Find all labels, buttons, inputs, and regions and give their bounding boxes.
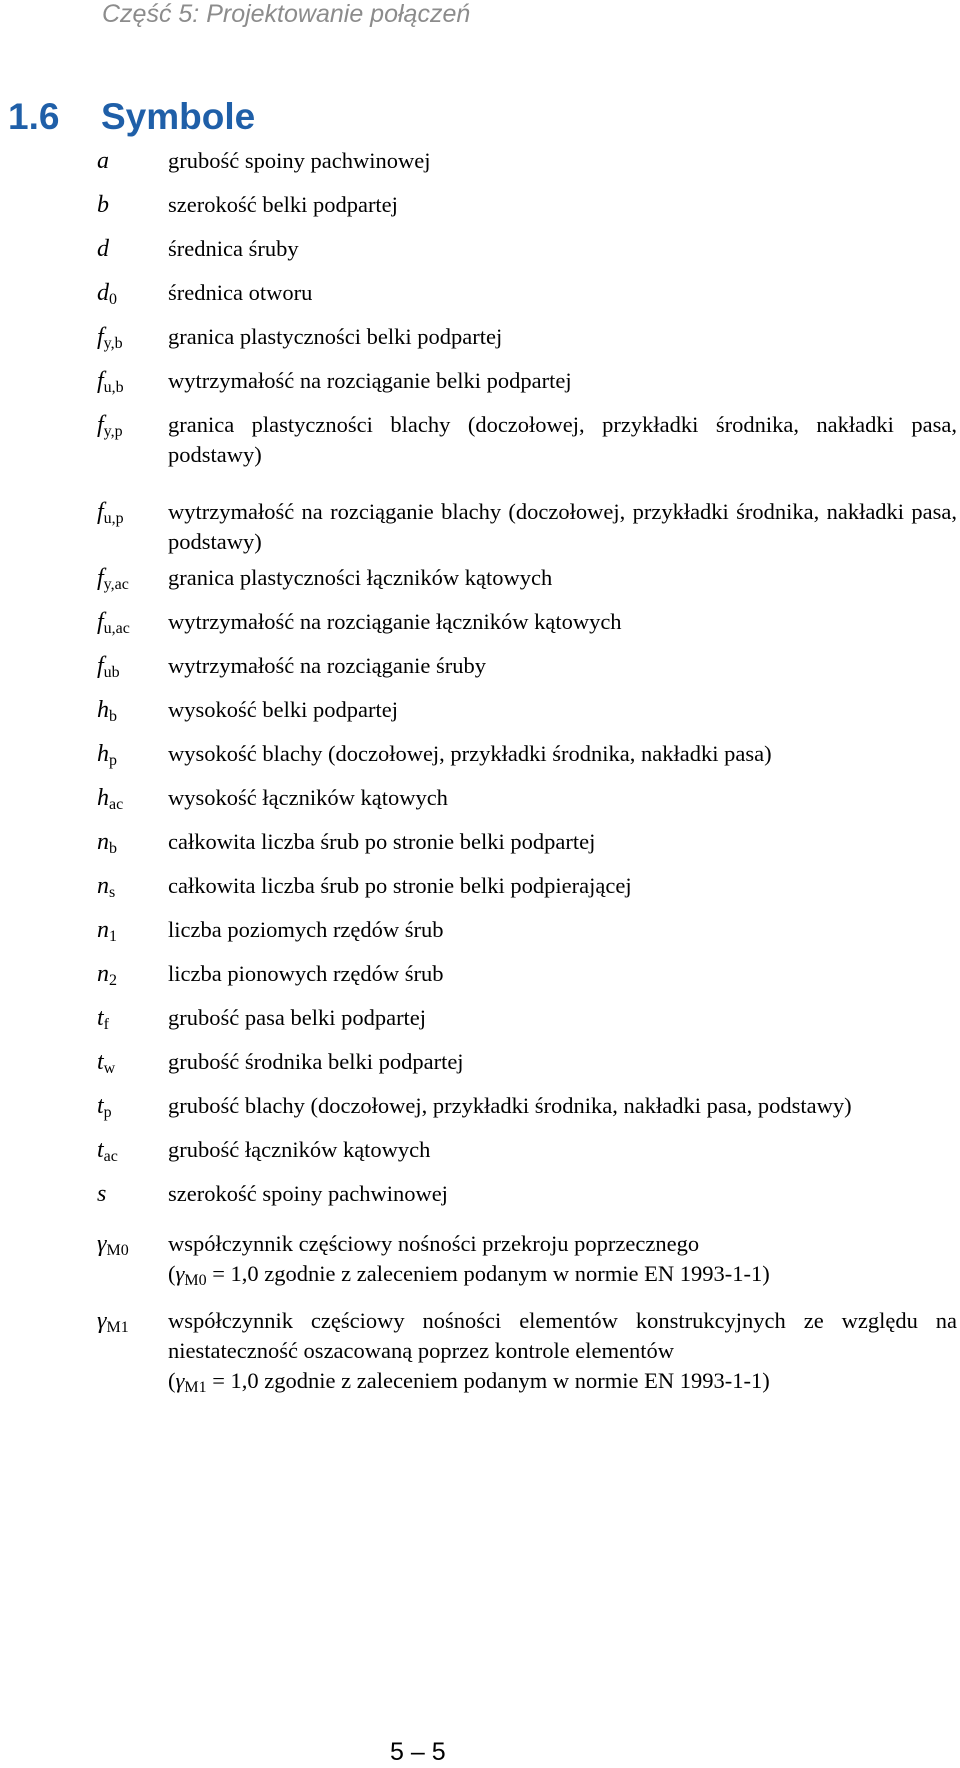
symbol-description [168, 783, 957, 813]
symbol-description [168, 563, 957, 593]
symbol-base: s [97, 1181, 107, 1207]
symbol [97, 1135, 118, 1165]
description-text: wysokość blachy (doczołowej, przykładki środnika, nakładki pasa) [168, 741, 772, 766]
symbol [97, 563, 129, 593]
symbol [97, 1179, 106, 1209]
symbol-base: γ [97, 1308, 107, 1334]
description-text: średnica otworu [168, 280, 313, 305]
symbol-description [168, 959, 957, 989]
symbol-subscript: w [103, 1060, 116, 1077]
note-gamma-symbol: γ [175, 1368, 185, 1393]
symbol-subscript: M0 [106, 1242, 129, 1259]
symbol-description [168, 410, 957, 470]
symbol [97, 1091, 112, 1121]
symbol-description [168, 1306, 957, 1396]
symbol [97, 607, 130, 637]
description-text: całkowita liczba śrub po stronie belki podpartej [168, 829, 596, 854]
page-number: 5 – 5 [390, 1738, 446, 1766]
symbol-base: n [97, 961, 109, 987]
description-text: wysokość belki podpartej [168, 697, 398, 722]
description-text: granica plastyczności belki podpartej [168, 324, 503, 349]
description-text: wytrzymałość na rozciąganie blachy (doczołowej, przykładki środnika, nakładki pasa, podstawy) [168, 499, 957, 554]
symbol [97, 278, 117, 308]
symbol-subscript: y,ac [103, 576, 129, 593]
symbol-subscript: s [109, 884, 116, 901]
symbol-description [168, 322, 957, 352]
description-text: współczynnik częściowy nośności przekroju poprzecznego [168, 1231, 700, 1256]
symbol-base: h [97, 785, 109, 811]
description-text: grubość środnika belki podpartej [168, 1049, 464, 1074]
symbol-description [168, 1229, 957, 1289]
page-header: Część 5: Projektowanie połączeń [102, 0, 471, 28]
symbol [97, 410, 123, 440]
symbol-base: f [97, 565, 104, 591]
symbol-base: h [97, 697, 109, 723]
symbol [97, 1306, 129, 1336]
symbol-subscript: 1 [109, 928, 117, 945]
note-gamma-subscript: M1 [184, 1379, 207, 1396]
symbol [97, 366, 124, 396]
symbol-subscript: p [103, 1104, 112, 1121]
symbol-subscript: ub [103, 664, 120, 681]
symbol-description [168, 146, 957, 176]
symbol-base: f [97, 368, 104, 394]
description-text: wytrzymałość na rozciąganie łączników kątowych [168, 609, 622, 634]
description-text: liczba pionowych rzędów śrub [168, 961, 444, 986]
symbol-base: f [97, 499, 104, 525]
description-note [168, 1259, 957, 1289]
symbol-subscript: 0 [109, 291, 117, 308]
symbol-base: b [97, 192, 109, 218]
symbol [97, 915, 117, 945]
symbol-subscript: ac [109, 796, 124, 813]
symbol-description [168, 278, 957, 308]
description-note [168, 1366, 957, 1396]
symbol-subscript: u,ac [103, 620, 130, 637]
symbol-description [168, 1003, 957, 1033]
symbol-description [168, 1047, 957, 1077]
symbol-subscript: M1 [106, 1319, 129, 1336]
symbol-subscript: p [109, 752, 117, 769]
description-text: grubość blachy (doczołowej, przykładki środnika, nakładki pasa, podstawy) [168, 1093, 852, 1118]
symbol [97, 1047, 115, 1077]
symbol-base: t [97, 1049, 104, 1075]
symbol-base: t [97, 1137, 104, 1163]
symbol-description [168, 651, 957, 681]
symbol-subscript: b [109, 840, 117, 857]
symbol [97, 827, 117, 857]
symbol [97, 146, 109, 176]
symbol-base: f [97, 609, 104, 635]
symbol-description [168, 871, 957, 901]
symbol [97, 695, 117, 725]
description-text: grubość spoiny pachwinowej [168, 148, 431, 173]
symbol-description [168, 1091, 957, 1121]
symbol-subscript: 2 [109, 972, 117, 989]
description-text: wytrzymałość na rozciąganie śruby [168, 653, 486, 678]
description-text: szerokość spoiny pachwinowej [168, 1181, 448, 1206]
section-number: 1.6 [8, 96, 60, 137]
symbol [97, 497, 124, 527]
description-text: grubość łączników kątowych [168, 1137, 431, 1162]
symbol-description [168, 607, 957, 637]
note-gamma-subscript: M0 [184, 1272, 207, 1289]
symbol-description [168, 827, 957, 857]
symbol-base: f [97, 653, 104, 679]
symbol [97, 234, 109, 264]
symbol-base: d [97, 280, 109, 306]
symbol-base: f [97, 324, 104, 350]
symbol-base: a [97, 148, 109, 174]
symbol [97, 322, 123, 352]
symbol-subscript: u,b [103, 379, 124, 396]
note-text: = 1,0 zgodnie z zaleceniem podanym w normie EN 1993-1-1) [206, 1368, 770, 1393]
symbol-subscript: b [109, 708, 117, 725]
symbol [97, 1003, 109, 1033]
note-open-paren: ( [168, 1261, 176, 1286]
symbol [97, 871, 115, 901]
note-gamma-symbol: γ [175, 1261, 185, 1286]
symbol-description [168, 695, 957, 725]
description-text: wysokość łączników kątowych [168, 785, 448, 810]
symbol [97, 190, 109, 220]
symbol-subscript: y,p [103, 423, 123, 440]
description-text: grubość pasa belki podpartej [168, 1005, 427, 1030]
symbol-subscript: u,p [103, 510, 124, 527]
description-text: całkowita liczba śrub po stronie belki podpierającej [168, 873, 632, 898]
description-text: wytrzymałość na rozciąganie belki podpartej [168, 368, 572, 393]
symbol-description [168, 739, 957, 769]
description-text: szerokość belki podpartej [168, 192, 398, 217]
symbol-subscript: ac [103, 1148, 118, 1165]
symbol [97, 783, 123, 813]
symbol-description [168, 366, 957, 396]
symbol-description [168, 915, 957, 945]
symbol-description [168, 1135, 957, 1165]
symbol-subscript: f [103, 1016, 109, 1033]
description-text: liczba poziomych rzędów śrub [168, 917, 444, 942]
symbol [97, 1229, 129, 1259]
symbol-base: γ [97, 1231, 107, 1257]
symbol [97, 959, 117, 989]
symbol-description [168, 1179, 957, 1209]
symbol-base: n [97, 917, 109, 943]
symbol-base: d [97, 236, 109, 262]
symbol-base: t [97, 1093, 104, 1119]
symbol-description [168, 190, 957, 220]
section-title: Symbole [101, 96, 256, 137]
symbol-subscript: y,b [103, 335, 123, 352]
symbol-base: n [97, 873, 109, 899]
symbol-base: h [97, 741, 109, 767]
symbol-base: f [97, 412, 104, 438]
note-text: = 1,0 zgodnie z zaleceniem podanym w normie EN 1993-1-1) [206, 1261, 770, 1286]
symbol-base: t [97, 1005, 104, 1031]
note-open-paren: ( [168, 1368, 176, 1393]
symbol [97, 739, 117, 769]
symbol-description [168, 234, 957, 264]
symbol-base: n [97, 829, 109, 855]
description-text: granica plastyczności łączników kątowych [168, 565, 553, 590]
description-text: współczynnik częściowy nośności elementów konstrukcyjnych ze względu na niestateczność oszacowaną poprzez kontrole elementów [168, 1308, 957, 1363]
symbol-description [168, 497, 957, 557]
description-text: granica plastyczności blachy (doczołowej, przykładki środnika, nakładki pasa, podstawy) [168, 412, 957, 467]
description-text: średnica śruby [168, 236, 299, 261]
section-heading [8, 96, 255, 138]
symbol [97, 651, 120, 681]
